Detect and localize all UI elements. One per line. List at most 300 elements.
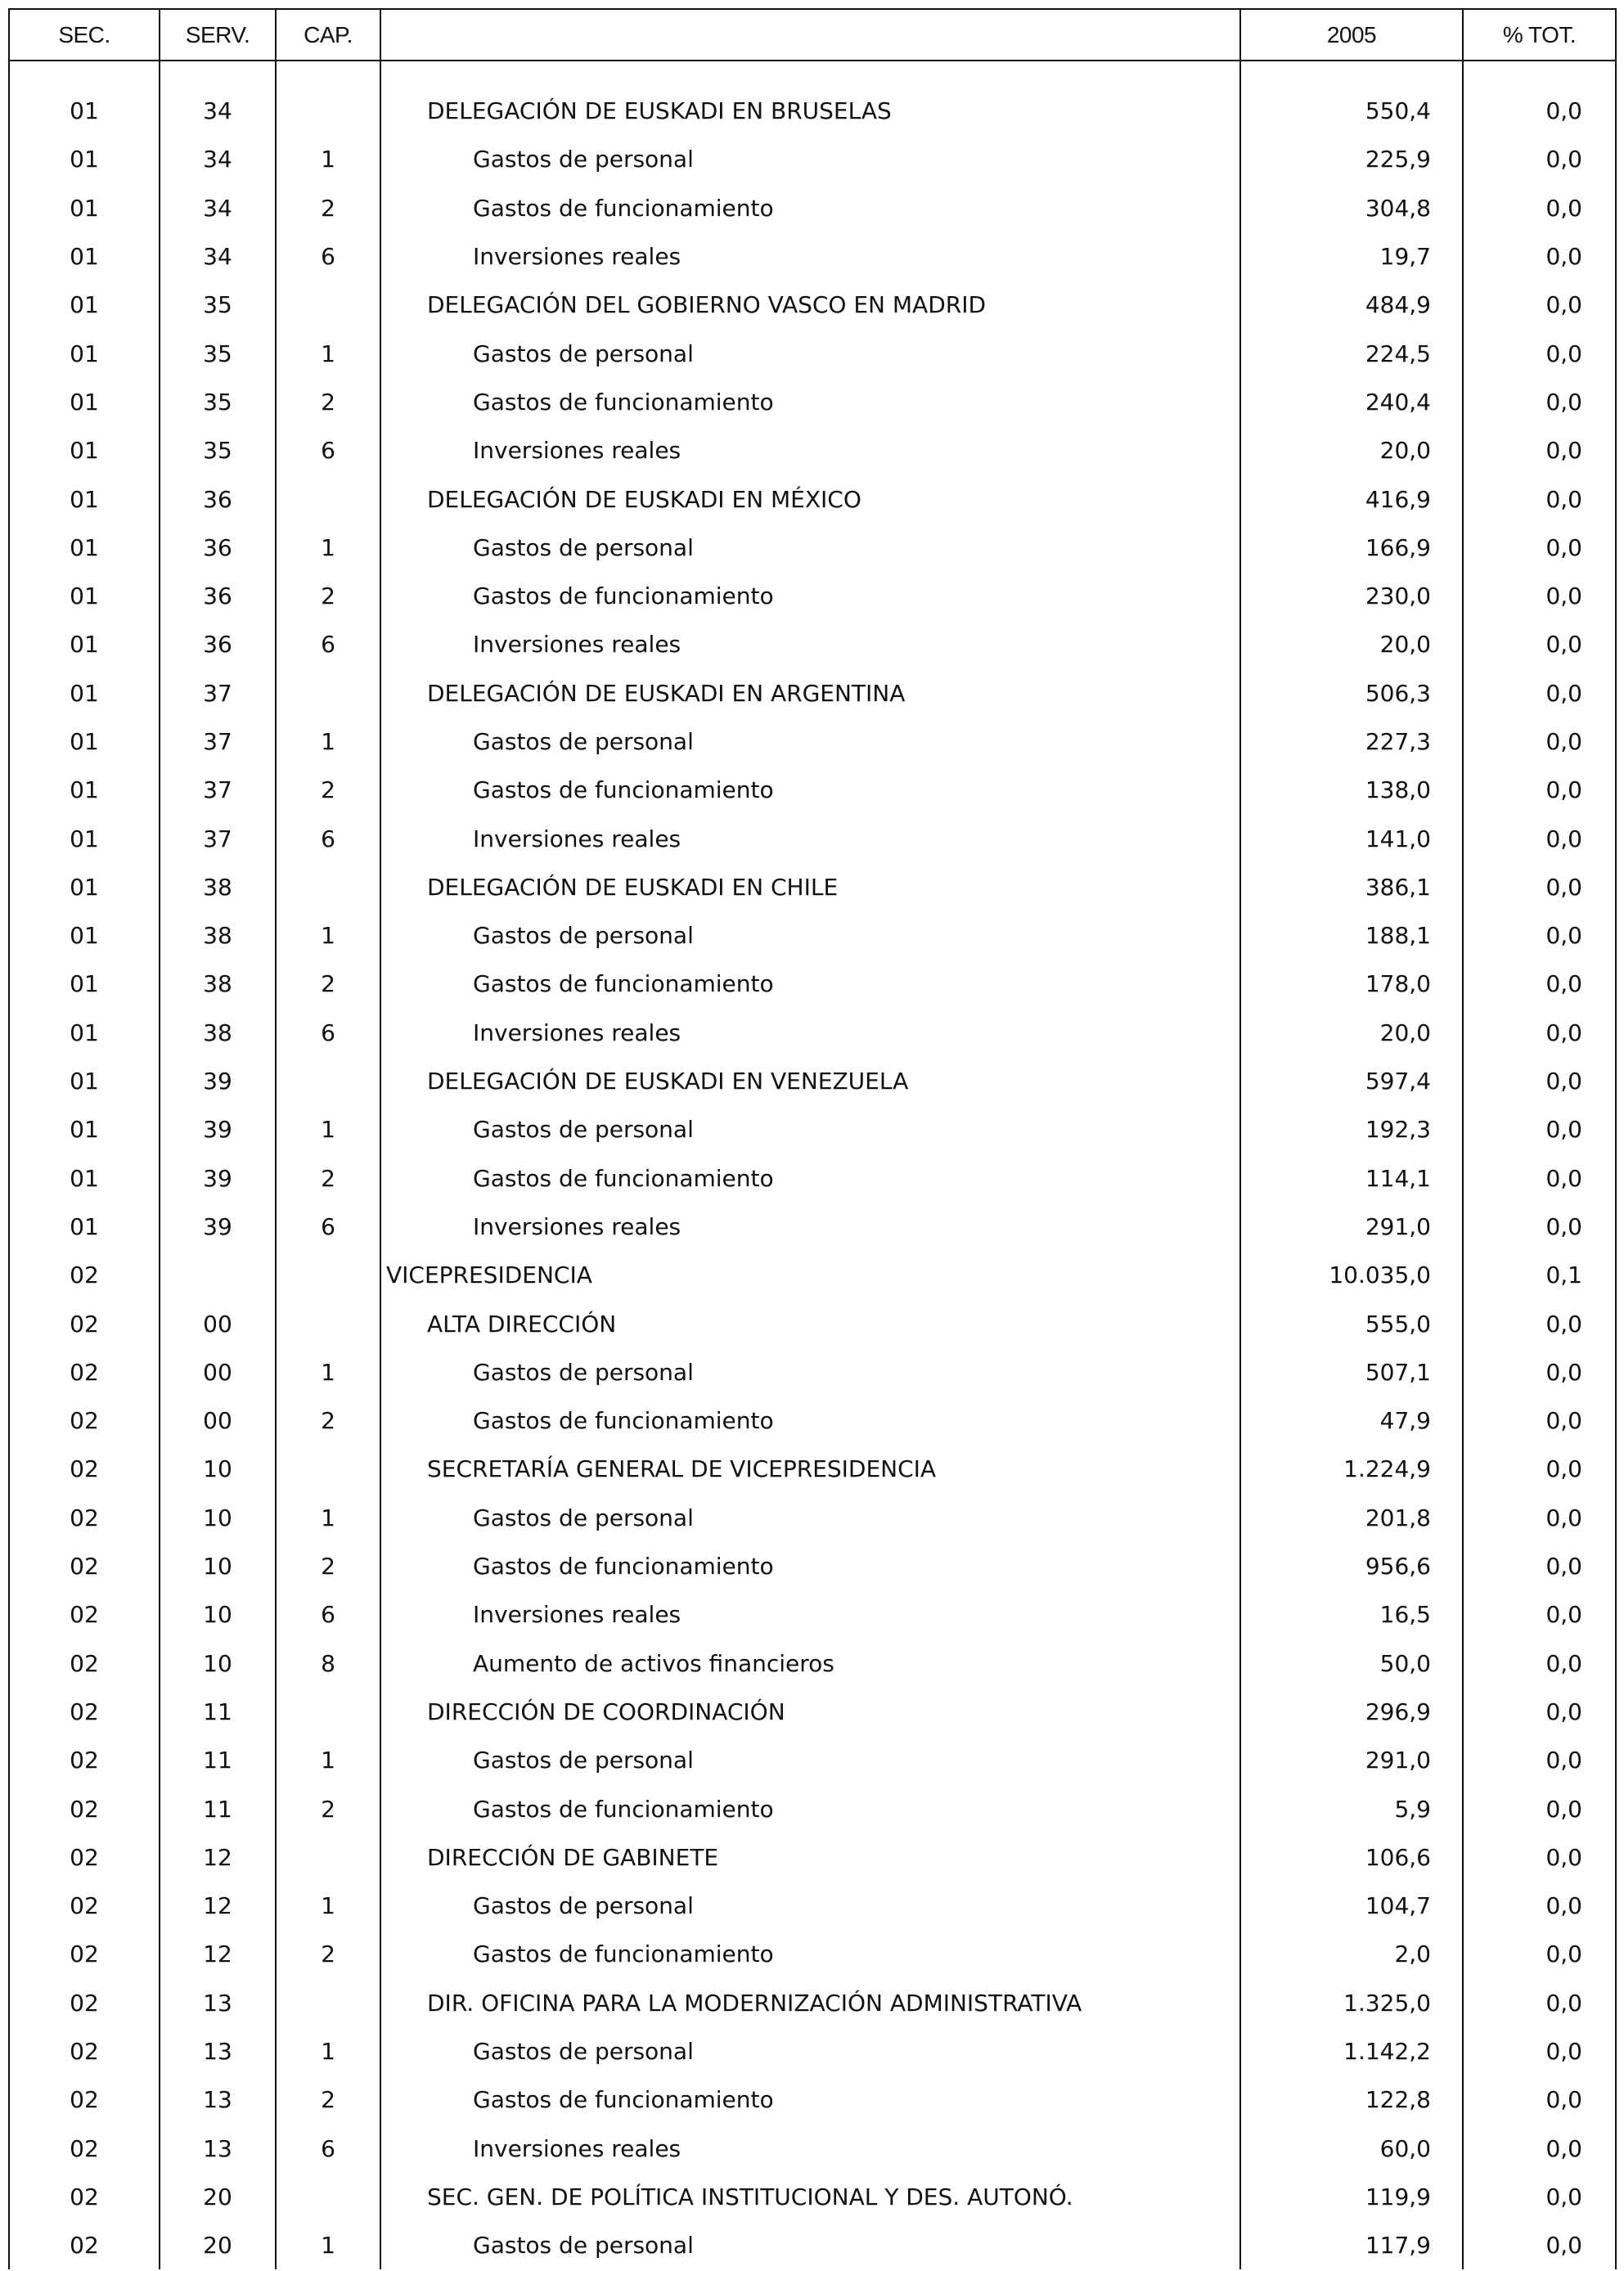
table-row xyxy=(9,572,1616,620)
cell-cap xyxy=(276,1299,380,1347)
cell-description: Gastos de personal xyxy=(380,2221,1240,2269)
cell-sec: 02 xyxy=(9,1882,160,1930)
cell-serv: 12 xyxy=(160,1833,276,1882)
table-row xyxy=(9,2027,1616,2075)
spacer-cell xyxy=(1240,61,1463,87)
cell-description: Inversiones reales xyxy=(380,1590,1240,1639)
cell-sec: 01 xyxy=(9,1154,160,1203)
cell-serv: 38 xyxy=(160,911,276,960)
cell-sec: 02 xyxy=(9,2173,160,2221)
table-row xyxy=(9,378,1616,426)
cell-pct-total: 0,0 xyxy=(1463,572,1616,620)
cell-description: Gastos de funcionamiento xyxy=(380,1784,1240,1833)
cell-description: Gastos de personal xyxy=(380,1348,1240,1396)
cell-serv: 34 xyxy=(160,232,276,281)
table-row xyxy=(9,1979,1616,2027)
cell-description: Gastos de funcionamiento xyxy=(380,572,1240,620)
table-row xyxy=(9,2221,1616,2269)
cell-serv: 36 xyxy=(160,620,276,668)
cell-cap: 2 xyxy=(276,1542,380,1590)
cell-sec: 01 xyxy=(9,135,160,183)
cell-pct-total: 0,0 xyxy=(1463,524,1616,572)
cell-amount-2005: 106,6 xyxy=(1240,1833,1463,1882)
cell-cap: 2 xyxy=(276,378,380,426)
cell-serv: 39 xyxy=(160,1105,276,1153)
cell-serv: 13 xyxy=(160,2124,276,2172)
cell-amount-2005: 416,9 xyxy=(1240,474,1463,523)
cell-cap xyxy=(276,1445,380,1493)
cell-sec: 02 xyxy=(9,1639,160,1688)
cell-amount-2005: 224,5 xyxy=(1240,329,1463,377)
cell-amount-2005: 188,1 xyxy=(1240,911,1463,960)
cell-serv: 11 xyxy=(160,1784,276,1833)
cell-sec: 02 xyxy=(9,1348,160,1396)
cell-description: DELEGACIÓN DE EUSKADI EN MÉXICO xyxy=(380,474,1240,523)
cell-sec: 01 xyxy=(9,766,160,814)
cell-sec: 02 xyxy=(9,1688,160,1736)
cell-pct-total: 0,0 xyxy=(1463,1445,1616,1493)
cell-sec: 01 xyxy=(9,572,160,620)
cell-cap: 1 xyxy=(276,1494,380,1542)
cell-description: Gastos de funcionamiento xyxy=(380,960,1240,1008)
cell-sec: 02 xyxy=(9,2027,160,2075)
cell-sec: 01 xyxy=(9,863,160,911)
table-row xyxy=(9,2075,1616,2124)
cell-amount-2005: 484,9 xyxy=(1240,281,1463,329)
spacer-cell xyxy=(380,61,1240,87)
cell-serv: 36 xyxy=(160,572,276,620)
cell-pct-total: 0,0 xyxy=(1463,1203,1616,1251)
cell-amount-2005: 240,4 xyxy=(1240,378,1463,426)
cell-description: Gastos de personal xyxy=(380,2027,1240,2075)
cell-cap: 2 xyxy=(276,1930,380,1978)
table-row xyxy=(9,1590,1616,1639)
cell-description: SEC. GEN. DE POLÍTICA INSTITUCIONAL Y DES. AUTONÓ. xyxy=(380,2173,1240,2221)
table-row xyxy=(9,1105,1616,1153)
cell-serv: 13 xyxy=(160,1979,276,2027)
cell-amount-2005: 178,0 xyxy=(1240,960,1463,1008)
table-row xyxy=(9,1299,1616,1347)
table-row xyxy=(9,1833,1616,1882)
cell-amount-2005: 19,7 xyxy=(1240,232,1463,281)
table-row xyxy=(9,1639,1616,1688)
cell-sec: 01 xyxy=(9,960,160,1008)
cell-cap: 2 xyxy=(276,1784,380,1833)
table-body xyxy=(9,61,1616,2269)
cell-serv: 38 xyxy=(160,863,276,911)
cell-pct-total: 0,0 xyxy=(1463,1882,1616,1930)
cell-description: SECRETARÍA GENERAL DE VICEPRESIDENCIA xyxy=(380,1445,1240,1493)
cell-cap: 6 xyxy=(276,426,380,474)
cell-serv: 37 xyxy=(160,669,276,717)
cell-cap xyxy=(276,1688,380,1736)
cell-serv: 13 xyxy=(160,2027,276,2075)
cell-sec: 02 xyxy=(9,1784,160,1833)
cell-description: Inversiones reales xyxy=(380,1203,1240,1251)
cell-pct-total: 0,0 xyxy=(1463,1639,1616,1688)
cell-cap: 1 xyxy=(276,911,380,960)
table-row xyxy=(9,524,1616,572)
cell-description: Inversiones reales xyxy=(380,2124,1240,2172)
cell-description: Gastos de personal xyxy=(380,1494,1240,1542)
cell-serv: 20 xyxy=(160,2173,276,2221)
cell-pct-total: 0,0 xyxy=(1463,1784,1616,1833)
cell-amount-2005: 117,9 xyxy=(1240,2221,1463,2269)
cell-sec: 01 xyxy=(9,1105,160,1153)
table-row xyxy=(9,1882,1616,1930)
cell-sec: 02 xyxy=(9,2124,160,2172)
cell-amount-2005: 5,9 xyxy=(1240,1784,1463,1833)
cell-amount-2005: 114,1 xyxy=(1240,1154,1463,1203)
cell-sec: 02 xyxy=(9,1494,160,1542)
cell-amount-2005: 1.142,2 xyxy=(1240,2027,1463,2075)
cell-description: Aumento de activos financieros xyxy=(380,1639,1240,1688)
cell-amount-2005: 296,9 xyxy=(1240,1688,1463,1736)
cell-pct-total: 0,0 xyxy=(1463,1688,1616,1736)
cell-description: Inversiones reales xyxy=(380,1009,1240,1057)
table-header xyxy=(9,9,1616,61)
cell-description: Gastos de funcionamiento xyxy=(380,2075,1240,2124)
cell-sec: 01 xyxy=(9,184,160,232)
spacer-cell xyxy=(276,61,380,87)
header-sec: SEC. xyxy=(9,9,160,61)
cell-cap: 6 xyxy=(276,1590,380,1639)
table-row xyxy=(9,1736,1616,1784)
cell-pct-total: 0,0 xyxy=(1463,2075,1616,2124)
table-row xyxy=(9,232,1616,281)
header-cap: CAP. xyxy=(276,9,380,61)
cell-amount-2005: 50,0 xyxy=(1240,1639,1463,1688)
cell-cap: 6 xyxy=(276,2124,380,2172)
cell-description: Inversiones reales xyxy=(380,620,1240,668)
cell-serv: 10 xyxy=(160,1494,276,1542)
table-row xyxy=(9,1009,1616,1057)
header-serv: SERV. xyxy=(160,9,276,61)
cell-description: Gastos de funcionamiento xyxy=(380,766,1240,814)
cell-serv: 12 xyxy=(160,1930,276,1978)
cell-cap: 2 xyxy=(276,1396,380,1445)
cell-cap: 1 xyxy=(276,717,380,766)
cell-serv: 10 xyxy=(160,1445,276,1493)
cell-sec: 01 xyxy=(9,232,160,281)
budget-table xyxy=(8,8,1617,2269)
cell-sec: 02 xyxy=(9,1445,160,1493)
cell-serv: 35 xyxy=(160,378,276,426)
cell-description: Gastos de personal xyxy=(380,911,1240,960)
cell-pct-total: 0,0 xyxy=(1463,135,1616,183)
cell-sec: 01 xyxy=(9,1057,160,1105)
cell-amount-2005: 291,0 xyxy=(1240,1203,1463,1251)
cell-description: Gastos de funcionamiento xyxy=(380,1542,1240,1590)
cell-amount-2005: 1.224,9 xyxy=(1240,1445,1463,1493)
cell-description: DIRECCIÓN DE GABINETE xyxy=(380,1833,1240,1882)
cell-pct-total: 0,0 xyxy=(1463,2124,1616,2172)
cell-sec: 02 xyxy=(9,2075,160,2124)
cell-amount-2005: 192,3 xyxy=(1240,1105,1463,1153)
cell-amount-2005: 304,8 xyxy=(1240,184,1463,232)
cell-amount-2005: 119,9 xyxy=(1240,2173,1463,2221)
cell-serv: 37 xyxy=(160,766,276,814)
cell-serv xyxy=(160,1251,276,1299)
cell-amount-2005: 225,9 xyxy=(1240,135,1463,183)
cell-pct-total: 0,0 xyxy=(1463,232,1616,281)
cell-description: Gastos de personal xyxy=(380,1736,1240,1784)
cell-serv: 38 xyxy=(160,960,276,1008)
table-row xyxy=(9,911,1616,960)
table-row xyxy=(9,184,1616,232)
cell-pct-total: 0,0 xyxy=(1463,2221,1616,2269)
cell-description: DELEGACIÓN DE EUSKADI EN VENEZUELA xyxy=(380,1057,1240,1105)
cell-pct-total: 0,0 xyxy=(1463,1348,1616,1396)
table-row xyxy=(9,1784,1616,1833)
cell-description: Gastos de personal xyxy=(380,329,1240,377)
cell-sec: 01 xyxy=(9,911,160,960)
table-row xyxy=(9,1542,1616,1590)
cell-description: Inversiones reales xyxy=(380,426,1240,474)
cell-cap: 6 xyxy=(276,620,380,668)
cell-description: Gastos de personal xyxy=(380,1882,1240,1930)
cell-sec: 01 xyxy=(9,281,160,329)
cell-pct-total: 0,0 xyxy=(1463,1542,1616,1590)
table-row xyxy=(9,281,1616,329)
cell-pct-total: 0,0 xyxy=(1463,1009,1616,1057)
cell-amount-2005: 227,3 xyxy=(1240,717,1463,766)
cell-amount-2005: 16,5 xyxy=(1240,1590,1463,1639)
cell-pct-total: 0,0 xyxy=(1463,669,1616,717)
cell-serv: 34 xyxy=(160,87,276,135)
cell-amount-2005: 597,4 xyxy=(1240,1057,1463,1105)
table-row xyxy=(9,2124,1616,2172)
cell-serv: 00 xyxy=(160,1396,276,1445)
cell-sec: 01 xyxy=(9,426,160,474)
cell-sec: 01 xyxy=(9,329,160,377)
cell-sec: 02 xyxy=(9,1251,160,1299)
header-pct: % TOT. xyxy=(1463,9,1616,61)
cell-serv: 37 xyxy=(160,717,276,766)
cell-description: Inversiones reales xyxy=(380,232,1240,281)
table-row xyxy=(9,814,1616,862)
table-row xyxy=(9,1930,1616,1978)
header-row xyxy=(9,9,1616,61)
cell-cap: 6 xyxy=(276,232,380,281)
header-year: 2005 xyxy=(1240,9,1463,61)
table-row xyxy=(9,2173,1616,2221)
table-row xyxy=(9,1057,1616,1105)
cell-pct-total: 0,0 xyxy=(1463,2173,1616,2221)
cell-pct-total: 0,0 xyxy=(1463,426,1616,474)
cell-description: Inversiones reales xyxy=(380,814,1240,862)
cell-pct-total: 0,0 xyxy=(1463,1154,1616,1203)
cell-amount-2005: 506,3 xyxy=(1240,669,1463,717)
table-row xyxy=(9,717,1616,766)
cell-description: Gastos de funcionamiento xyxy=(380,1396,1240,1445)
cell-description: DELEGACIÓN DE EUSKADI EN ARGENTINA xyxy=(380,669,1240,717)
table-row xyxy=(9,1396,1616,1445)
cell-cap: 1 xyxy=(276,1348,380,1396)
cell-amount-2005: 166,9 xyxy=(1240,524,1463,572)
cell-sec: 01 xyxy=(9,1009,160,1057)
cell-sec: 02 xyxy=(9,2221,160,2269)
cell-pct-total: 0,0 xyxy=(1463,766,1616,814)
cell-amount-2005: 507,1 xyxy=(1240,1348,1463,1396)
cell-amount-2005: 47,9 xyxy=(1240,1396,1463,1445)
cell-amount-2005: 60,0 xyxy=(1240,2124,1463,2172)
cell-description: Gastos de personal xyxy=(380,1105,1240,1153)
cell-pct-total: 0,0 xyxy=(1463,911,1616,960)
cell-cap: 2 xyxy=(276,2075,380,2124)
table-row xyxy=(9,620,1616,668)
cell-sec: 02 xyxy=(9,1590,160,1639)
table-row xyxy=(9,1203,1616,1251)
table-row xyxy=(9,474,1616,523)
cell-serv: 00 xyxy=(160,1299,276,1347)
cell-pct-total: 0,0 xyxy=(1463,1057,1616,1105)
cell-cap: 1 xyxy=(276,2221,380,2269)
cell-cap xyxy=(276,474,380,523)
table-row xyxy=(9,863,1616,911)
cell-cap xyxy=(276,2173,380,2221)
cell-amount-2005: 20,0 xyxy=(1240,426,1463,474)
cell-cap xyxy=(276,1833,380,1882)
cell-sec: 02 xyxy=(9,1736,160,1784)
cell-amount-2005: 555,0 xyxy=(1240,1299,1463,1347)
cell-description: ALTA DIRECCIÓN xyxy=(380,1299,1240,1347)
cell-amount-2005: 230,0 xyxy=(1240,572,1463,620)
cell-amount-2005: 10.035,0 xyxy=(1240,1251,1463,1299)
cell-serv: 36 xyxy=(160,524,276,572)
cell-pct-total: 0,0 xyxy=(1463,1494,1616,1542)
cell-pct-total: 0,0 xyxy=(1463,474,1616,523)
cell-serv: 34 xyxy=(160,184,276,232)
table-row xyxy=(9,1251,1616,1299)
cell-pct-total: 0,0 xyxy=(1463,960,1616,1008)
cell-pct-total: 0,0 xyxy=(1463,717,1616,766)
cell-amount-2005: 104,7 xyxy=(1240,1882,1463,1930)
cell-sec: 01 xyxy=(9,620,160,668)
cell-amount-2005: 20,0 xyxy=(1240,620,1463,668)
cell-sec: 01 xyxy=(9,1203,160,1251)
cell-cap xyxy=(276,1979,380,2027)
cell-pct-total: 0,0 xyxy=(1463,87,1616,135)
cell-sec: 01 xyxy=(9,669,160,717)
cell-amount-2005: 20,0 xyxy=(1240,1009,1463,1057)
cell-cap: 1 xyxy=(276,1736,380,1784)
cell-serv: 10 xyxy=(160,1639,276,1688)
cell-description: Gastos de personal xyxy=(380,524,1240,572)
spacer-cell xyxy=(1463,61,1616,87)
cell-amount-2005: 1.325,0 xyxy=(1240,1979,1463,2027)
cell-description: DELEGACIÓN DE EUSKADI EN BRUSELAS xyxy=(380,87,1240,135)
table-row xyxy=(9,87,1616,135)
cell-cap: 2 xyxy=(276,766,380,814)
cell-cap: 8 xyxy=(276,1639,380,1688)
table-row xyxy=(9,1688,1616,1736)
cell-serv: 20 xyxy=(160,2221,276,2269)
cell-amount-2005: 386,1 xyxy=(1240,863,1463,911)
cell-pct-total: 0,0 xyxy=(1463,281,1616,329)
cell-amount-2005: 138,0 xyxy=(1240,766,1463,814)
cell-cap: 2 xyxy=(276,1154,380,1203)
cell-sec: 01 xyxy=(9,717,160,766)
cell-sec: 01 xyxy=(9,378,160,426)
cell-pct-total: 0,0 xyxy=(1463,2027,1616,2075)
cell-description: Gastos de funcionamiento xyxy=(380,1154,1240,1203)
cell-pct-total: 0,0 xyxy=(1463,1930,1616,1978)
cell-description: DELEGACIÓN DEL GOBIERNO VASCO EN MADRID xyxy=(380,281,1240,329)
cell-sec: 02 xyxy=(9,1930,160,1978)
cell-cap xyxy=(276,863,380,911)
cell-description: Gastos de funcionamiento xyxy=(380,184,1240,232)
cell-sec: 02 xyxy=(9,1299,160,1347)
cell-serv: 35 xyxy=(160,329,276,377)
header-description xyxy=(380,9,1240,61)
cell-serv: 39 xyxy=(160,1154,276,1203)
cell-cap: 2 xyxy=(276,184,380,232)
cell-cap: 1 xyxy=(276,135,380,183)
cell-cap: 2 xyxy=(276,960,380,1008)
table-row xyxy=(9,960,1616,1008)
cell-cap: 1 xyxy=(276,2027,380,2075)
cell-sec: 01 xyxy=(9,814,160,862)
cell-amount-2005: 291,0 xyxy=(1240,1736,1463,1784)
cell-serv: 38 xyxy=(160,1009,276,1057)
cell-pct-total: 0,0 xyxy=(1463,184,1616,232)
cell-pct-total: 0,0 xyxy=(1463,1299,1616,1347)
table-row xyxy=(9,329,1616,377)
cell-sec: 02 xyxy=(9,1833,160,1882)
spacer-row xyxy=(9,61,1616,87)
cell-pct-total: 0,0 xyxy=(1463,1736,1616,1784)
cell-cap: 2 xyxy=(276,572,380,620)
cell-serv: 11 xyxy=(160,1736,276,1784)
table-row xyxy=(9,1348,1616,1396)
cell-serv: 37 xyxy=(160,814,276,862)
cell-serv: 35 xyxy=(160,281,276,329)
cell-description: Gastos de funcionamiento xyxy=(380,378,1240,426)
cell-pct-total: 0,0 xyxy=(1463,620,1616,668)
cell-pct-total: 0,0 xyxy=(1463,863,1616,911)
cell-cap: 1 xyxy=(276,1105,380,1153)
cell-amount-2005: 141,0 xyxy=(1240,814,1463,862)
table-row xyxy=(9,135,1616,183)
cell-cap: 6 xyxy=(276,1009,380,1057)
cell-pct-total: 0,0 xyxy=(1463,1396,1616,1445)
cell-cap: 1 xyxy=(276,1882,380,1930)
cell-serv: 39 xyxy=(160,1057,276,1105)
cell-pct-total: 0,0 xyxy=(1463,329,1616,377)
cell-amount-2005: 201,8 xyxy=(1240,1494,1463,1542)
cell-description: VICEPRESIDENCIA xyxy=(380,1251,1240,1299)
cell-cap xyxy=(276,87,380,135)
cell-pct-total: 0,1 xyxy=(1463,1251,1616,1299)
cell-serv: 13 xyxy=(160,2075,276,2124)
cell-sec: 01 xyxy=(9,87,160,135)
spacer-cell xyxy=(160,61,276,87)
cell-amount-2005: 2,0 xyxy=(1240,1930,1463,1978)
cell-description: DIRECCIÓN DE COORDINACIÓN xyxy=(380,1688,1240,1736)
cell-cap xyxy=(276,1057,380,1105)
table-row xyxy=(9,1494,1616,1542)
cell-amount-2005: 550,4 xyxy=(1240,87,1463,135)
cell-pct-total: 0,0 xyxy=(1463,1105,1616,1153)
cell-serv: 34 xyxy=(160,135,276,183)
cell-serv: 39 xyxy=(160,1203,276,1251)
table-row xyxy=(9,426,1616,474)
table-row xyxy=(9,1445,1616,1493)
table-row xyxy=(9,1154,1616,1203)
cell-cap xyxy=(276,281,380,329)
cell-cap: 6 xyxy=(276,1203,380,1251)
